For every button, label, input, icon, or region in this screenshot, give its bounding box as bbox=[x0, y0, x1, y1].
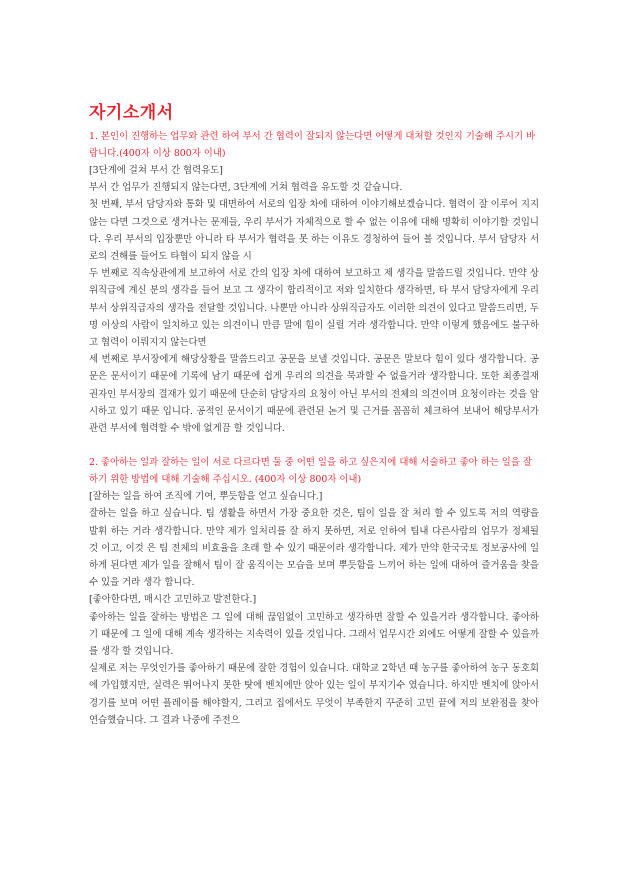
answer-2-heading: [잘하는 일을 하여 조직에 기여, 뿌듯함을 얻고 싶습니다.] bbox=[89, 491, 323, 503]
answer-1-paragraph: 세 번째로 부서장에게 해당상황을 말씀드리고 공문을 보낼 것입니다. 공문은 말보다 힘이 있다 생각합니다. 공문은 문서이기 때문에 기록에 남기 때문에 쉽게 우리의 의견을 묵과할 수 없을거라 생각합니다. 또한 최종결재권자인 부서장의 결재가 있기 때문에 단순히 담당자의 요청이 아닌 부서의 전체의 의견이며 요청이라는 것을 암시하고 있기 때문 입니다. 공적인 문서이기 때문에 관련된 논거 및 근거를 꼼꼼히 체크하여 보내어 해당부서가 관련 부서에 협력할 수 밖에 없게끔 할 것입니다. bbox=[89, 354, 539, 435]
question-2: 2. 좋아하는 일과 잘하는 일이 서로 다르다면 둘 중 어떤 일을 하고 싶은지에 대해 서술하고 좋아 하는 일을 잘 하기 위한 방법에 대해 기술해 주십시오. (400자 이상 800자 이내) bbox=[89, 457, 532, 486]
answer-1-heading: [3단계에 걸쳐 부서 간 협력유도] bbox=[89, 165, 223, 176]
document-page bbox=[89, 98, 539, 729]
section-spacer bbox=[89, 437, 539, 454]
question-1: 1. 본인이 진행하는 업무와 관련 하여 부서 간 협력이 잘되지 않는다면 어떻게 대처할 것인지 기술해 주시기 바랍니다.(400자 이상 800자 이내) bbox=[89, 131, 536, 159]
answer-2-paragraph: 실제로 저는 무엇인가를 좋아하기 때문에 잘한 경험이 있습니다. 대학교 2학년 때 농구를 좋아하여 농구 동호회에 가입했지만, 실력은 뛰어나지 못한 탓에 벤치에만 앉아 있는 일이 부지기수 였습니다. 하지만 벤치에 앉아서 경기를 보며 어떤 플레이를 해야할지, 그리고 집에서도 무엇이 부족한지 꾸준히 고민 끝에 저의 보완점을 찾아 연습했습니다. 그 결과 나중에 주전으 bbox=[89, 663, 539, 726]
answer-1-paragraph: 첫 번째, 부서 담당자와 통화 및 대면하여 서로의 입장 차에 대하여 이야기해보겠습니다. 협력이 잘 이루어 지지 않는 다면 그것으로 생겨나는 문제들, 우리 부서가 자체적으로 할 수 없는 이유에 대해 명확히 이야기할 것입니다. 우리 부서의 입장뿐만 아니라 타 부서가 협력을 못 하는 이유도 경청하여 들어 볼 것입니다. 부서 담당자 서로의 견해를 들어도 타협이 되지 않을 시 bbox=[89, 199, 539, 263]
answer-1-paragraph: 부서 간 업무가 진행되지 않는다면, 3단계에 거쳐 협력을 유도할 것 같습니다. bbox=[89, 182, 403, 194]
answer-2-paragraph: 좋아하는 일을 잘하는 방법은 그 일에 대해 끊임없이 고민하고 생각하면 잘할 수 있을거라 생각합니다. 좋아하기 때문에 그 일에 대해 계속 생각하는 지속력이 있을 것입니다. 그래서 업무시간 외에도 어떻게 잘할 수 있을까를 생각 할 것입니다. bbox=[89, 611, 539, 658]
answer-2-paragraph: 잘하는 일을 하고 싶습니다. 팀 생활을 하면서 가장 중요한 것은, 팀이 일을 잘 처리 할 수 있도록 저의 역량을 발휘 하는 거라 생각합니다. 만약 제가 일처리를 잘 하지 못하면, 저로 인하여 팀내 다른사람의 업무가 정체될 것 이고, 이것 은 팀 전체의 비효율을 초래 할 수 있기 때문이라 생각합니다. 제가 만약 한국국토 정보공사에 일하게 된다면 제가 일을 잘해서 팀이 잘 움직이는 모습을 보며 뿌듯함을 느끼어 하는 일에 대하여 즐거움을 찾을 수 있을 거라 생각 합니다. bbox=[89, 508, 539, 589]
answer-2-heading: [좋아한다면, 매시간 고민하고 발전한다.] bbox=[89, 594, 257, 606]
answer-1-paragraph: 두 번째로 직속상관에게 보고하여 서로 간의 입장 차에 대하여 보고하고 제 생각을 말씀드릴 것입니다. 만약 상위직급에 계신 분의 생각을 들어 보고 그 생각이 합리적이고 저와 일치한다 생각하면, 타 부서 담당자에게 우리부서 상위직급자의 생각을 전달할 것입니다. 나뿐만 아니라 상위직급자도 이러한 의견이 있다고 말씀드리면, 두명 이상의 사람이 일치하고 있는 의견이니 만큼 말에 힘이 실릴 거라 생각합니다. 만약 이렇게 했음에도 불구하고 협력이 이뤄지지 않는다면 bbox=[89, 268, 539, 349]
document-title: 자기소개서 bbox=[89, 103, 174, 123]
section-2 bbox=[89, 454, 539, 729]
section-1 bbox=[89, 128, 539, 437]
